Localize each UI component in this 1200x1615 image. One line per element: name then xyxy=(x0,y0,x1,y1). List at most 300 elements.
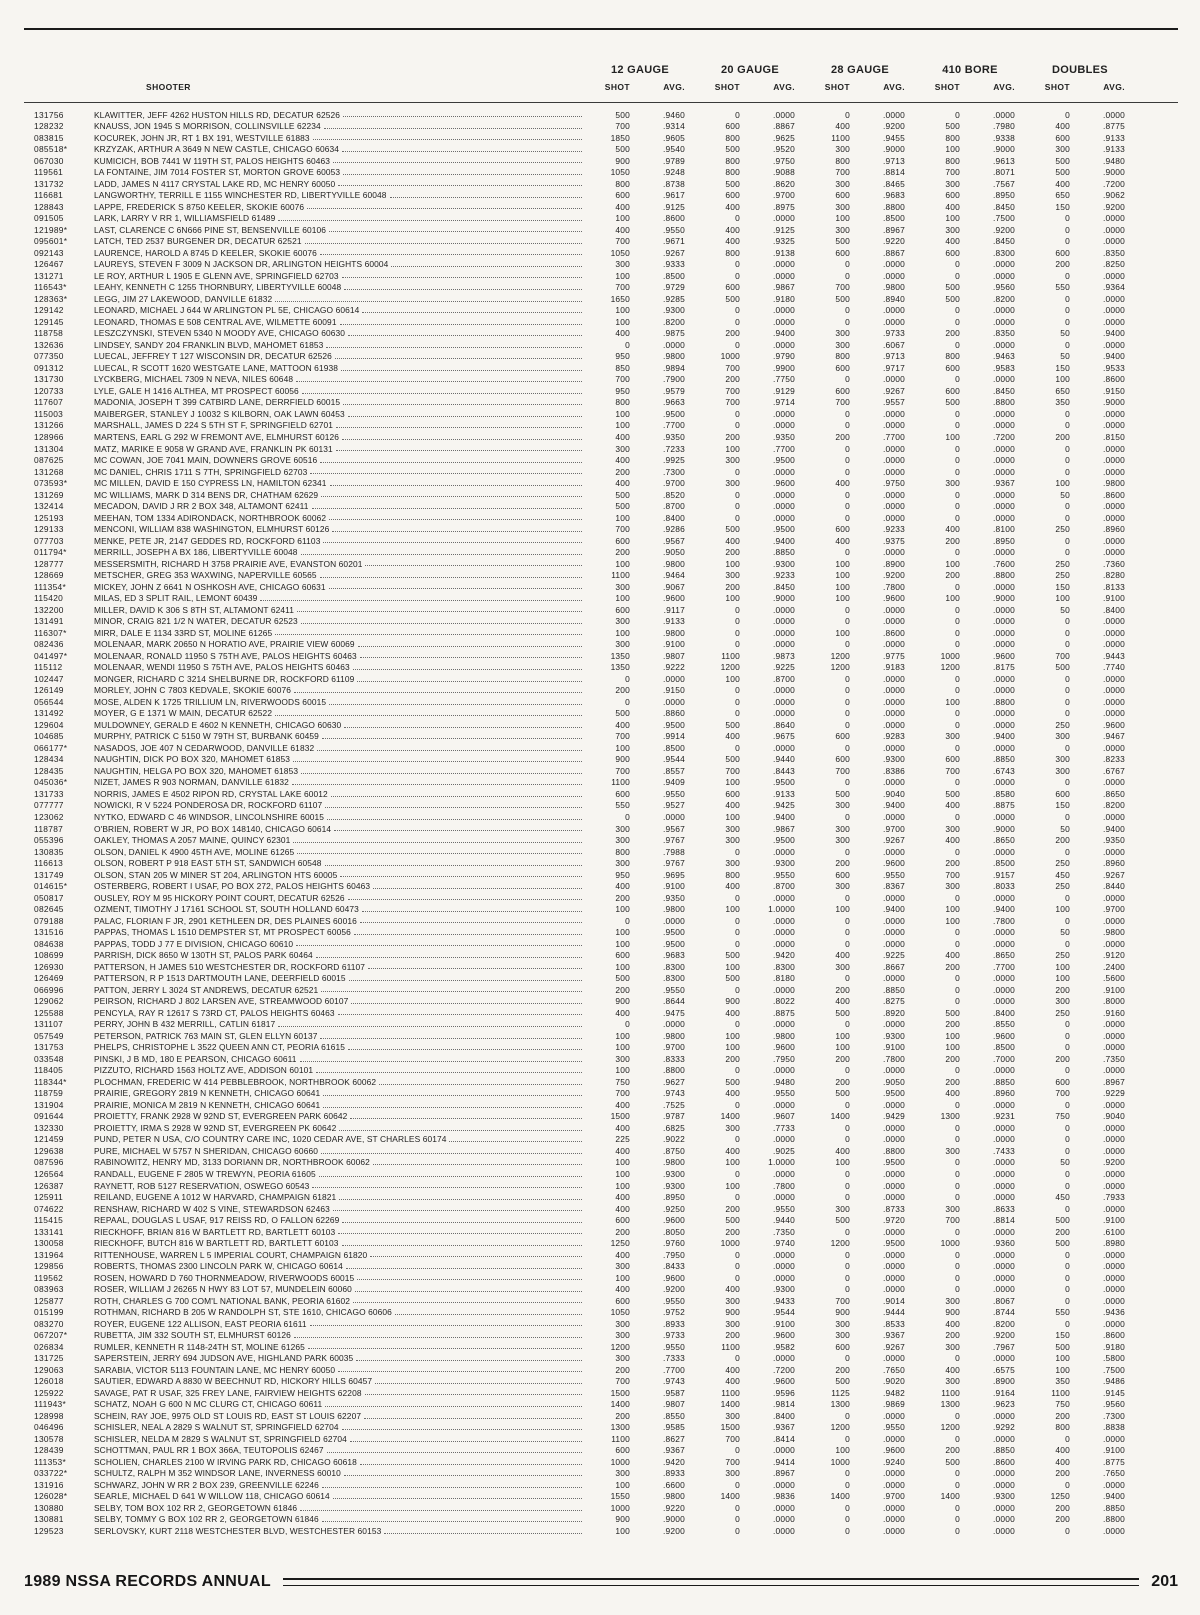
cell-doubles-avg: .6100 xyxy=(1103,1226,1125,1237)
cell-410-avg: .0000 xyxy=(993,316,1015,327)
cell-28ga-shot: 0 xyxy=(845,1134,850,1145)
cell-20ga-shot: 600 xyxy=(725,788,740,799)
shooter-name-text: PARRISH, DICK 8650 W 130TH ST, PALOS PARK 60464 xyxy=(94,951,313,960)
cell-12ga-shot: 900 xyxy=(615,1514,630,1525)
table-row xyxy=(24,1330,1135,1342)
cell-410-shot: 500 xyxy=(945,121,960,132)
cell-12ga-avg: .9500 xyxy=(663,927,685,938)
cell-12ga-avg: .8738 xyxy=(663,178,685,189)
shooter-name-text: NORRIS, JAMES E 4502 RIPON RD, CRYSTAL LAKE 60012 xyxy=(94,789,328,799)
cell-410-shot: 200 xyxy=(945,1445,960,1456)
cell-doubles-shot: 550 xyxy=(1055,1307,1070,1318)
table-row xyxy=(24,547,1135,559)
dot-leader xyxy=(339,1199,582,1200)
cell-410-shot: 600 xyxy=(945,190,960,201)
cell-12ga-shot: 300 xyxy=(615,1330,630,1341)
shooter-name-text: KRZYZAK, ARTHUR A 3649 N NEW CASTLE, CHICAGO 60634 xyxy=(94,145,340,154)
shooter-id: 131730 xyxy=(34,374,64,385)
cell-410-shot: 100 xyxy=(945,915,960,926)
dot-leader xyxy=(316,957,582,958)
cell-410-avg: .6575 xyxy=(993,1364,1015,1375)
cell-410-shot: 400 xyxy=(945,524,960,535)
dot-leader xyxy=(348,1049,582,1050)
shooter-name xyxy=(92,295,585,303)
cell-doubles-shot: 300 xyxy=(1055,765,1070,776)
cell-12ga-avg: .9050 xyxy=(663,547,685,558)
cell-12ga-avg: .9800 xyxy=(663,558,685,569)
cell-doubles-shot: 0 xyxy=(1065,293,1070,304)
cell-doubles-shot: 0 xyxy=(1065,305,1070,316)
cell-410-avg: .0000 xyxy=(993,846,1015,857)
shooter-name xyxy=(92,882,585,890)
cell-20ga-shot: 100 xyxy=(725,961,740,972)
cell-doubles-shot: 0 xyxy=(1065,1203,1070,1214)
dot-leader xyxy=(338,185,582,186)
shooter-id: 111943* xyxy=(34,1399,67,1410)
cell-doubles-avg: .9150 xyxy=(1103,385,1125,396)
shooter-name xyxy=(92,997,585,1005)
dot-leader xyxy=(294,692,582,693)
cell-20ga-avg: .8640 xyxy=(773,719,795,730)
cell-20ga-shot: 0 xyxy=(735,1249,740,1260)
cell-410-avg: .6743 xyxy=(993,765,1015,776)
shooter-id: 118758 xyxy=(34,328,64,339)
cell-20ga-avg: .8700 xyxy=(773,881,795,892)
shooter-name-text: LATCH, TED 2537 BURGENER DR, DECATUR 62521 xyxy=(94,237,302,246)
shooter-name-text: MOYER, G E 1371 W MAIN, DECATUR 62522 xyxy=(94,709,273,718)
cell-doubles-shot: 300 xyxy=(1055,144,1070,155)
cell-20ga-avg: .9740 xyxy=(773,1238,795,1249)
cell-20ga-shot: 1000 xyxy=(720,1238,740,1249)
cell-28ga-shot: 100 xyxy=(835,1445,850,1456)
cell-20ga-shot: 800 xyxy=(725,167,740,178)
cell-410-avg: .0000 xyxy=(993,1099,1015,1110)
shooter-name-text: MOLENAAR, RONALD 11950 S 75TH AVE, PALOS HEIGHTS 60463 xyxy=(94,651,357,661)
shooter-name xyxy=(92,1020,585,1028)
cell-410-avg: .0000 xyxy=(993,996,1015,1007)
table-row xyxy=(24,512,1135,524)
cell-doubles-shot: 0 xyxy=(1065,696,1070,707)
cell-28ga-shot: 600 xyxy=(835,869,850,880)
cell-28ga-shot: 900 xyxy=(835,1307,850,1318)
cell-28ga-avg: .8800 xyxy=(883,1145,905,1156)
cell-410-avg: .9200 xyxy=(993,1330,1015,1341)
cell-410-avg: .0000 xyxy=(993,1249,1015,1260)
shooter-id: 129856 xyxy=(34,1261,64,1272)
dot-leader xyxy=(292,784,582,785)
shooter-id: 129142 xyxy=(34,305,64,316)
shooter-id: 131492 xyxy=(34,708,64,719)
cell-410-avg: .9000 xyxy=(993,823,1015,834)
cell-12ga-avg: .9333 xyxy=(663,259,685,270)
table-row xyxy=(24,846,1135,858)
dot-leader xyxy=(316,1072,582,1073)
cell-28ga-shot: 0 xyxy=(845,1525,850,1536)
cell-28ga-avg: .9367 xyxy=(883,1330,905,1341)
cell-410-avg: .8200 xyxy=(993,293,1015,304)
cell-12ga-shot: 400 xyxy=(615,1249,630,1260)
cell-410-shot: 1100 xyxy=(941,1387,960,1398)
cell-28ga-shot: 0 xyxy=(845,1468,850,1479)
cell-12ga-shot: 0 xyxy=(625,812,630,822)
cell-410-avg: .8960 xyxy=(993,1088,1015,1099)
cell-20ga-avg: .8443 xyxy=(773,765,795,776)
shooter-name xyxy=(92,352,585,360)
shooter-name xyxy=(92,237,585,245)
dot-leader xyxy=(260,600,582,601)
shooter-name-text: NYTKO, EDWARD C 46 WINDSOR, LINCOLNSHIRE 60015 xyxy=(94,813,325,822)
cell-doubles-shot: 200 xyxy=(1055,1053,1070,1064)
cell-12ga-shot: 1500 xyxy=(610,1111,630,1122)
shooter-id: 129638 xyxy=(34,1145,64,1156)
cell-28ga-shot: 0 xyxy=(845,1122,850,1133)
shooter-name xyxy=(92,1435,585,1443)
shooter-id: 131749 xyxy=(34,869,64,880)
cell-28ga-avg: .9600 xyxy=(883,593,905,604)
table-row xyxy=(24,236,1135,248)
dot-leader xyxy=(338,1233,582,1234)
cell-12ga-shot: 1650 xyxy=(610,293,630,304)
cell-doubles-shot: 500 xyxy=(1055,662,1070,673)
table-row xyxy=(24,731,1135,743)
cell-12ga-avg: .0000 xyxy=(663,812,685,822)
dot-leader xyxy=(323,1107,582,1108)
cell-20ga-shot: 100 xyxy=(725,558,740,569)
shooter-name-text: RUMLER, KENNETH R 1148-24TH ST, MOLINE 61265 xyxy=(94,1342,305,1352)
cell-20ga-shot: 800 xyxy=(725,247,740,258)
cell-28ga-avg: .0000 xyxy=(883,1226,905,1237)
cell-doubles-shot: 0 xyxy=(1065,1318,1070,1329)
cell-doubles-shot: 450 xyxy=(1055,869,1070,880)
cell-410-shot: 400 xyxy=(945,201,960,212)
cell-12ga-avg: .9125 xyxy=(663,201,685,212)
shooter-id: 128439 xyxy=(34,1445,64,1456)
cell-410-avg: .7980 xyxy=(993,121,1015,132)
cell-410-shot: 0 xyxy=(955,1514,960,1525)
cell-12ga-shot: 1850 xyxy=(610,132,630,143)
shooter-id: 119561 xyxy=(34,167,64,178)
shooter-name-text: LEGG, JIM 27 LAKEWOOD, DANVILLE 61832 xyxy=(94,294,273,304)
cell-410-avg: .7200 xyxy=(993,431,1015,442)
shooter-name xyxy=(92,1458,585,1466)
subheader-28ga-shot: SHOT xyxy=(824,82,850,92)
shooter-name-text: REILAND, EUGENE A 1012 W HARVARD, CHAMPAIGN 61821 xyxy=(94,1193,337,1202)
shooter-name-text: MORLEY, JOHN C 7803 KEDVALE, SKOKIE 60076 xyxy=(94,686,291,695)
cell-28ga-shot: 0 xyxy=(845,708,850,719)
cell-20ga-shot: 0 xyxy=(735,1272,740,1283)
cell-doubles-avg: .9400 xyxy=(1103,328,1125,339)
cell-12ga-shot: 700 xyxy=(615,236,630,247)
shooter-name xyxy=(92,790,585,798)
cell-410-shot: 1200 xyxy=(940,1422,960,1433)
cell-20ga-avg: .0000 xyxy=(773,489,795,500)
shooter-name xyxy=(92,111,585,119)
cell-doubles-avg: .9100 xyxy=(1103,1445,1125,1456)
cell-28ga-shot: 700 xyxy=(835,282,850,293)
cell-28ga-avg: .9225 xyxy=(883,950,905,961)
dot-leader xyxy=(384,1533,582,1534)
table-row xyxy=(24,558,1135,570)
cell-12ga-avg: .9475 xyxy=(663,1007,685,1018)
cell-20ga-avg: .7700 xyxy=(773,443,795,454)
cell-doubles-avg: .0000 xyxy=(1103,316,1125,327)
cell-20ga-shot: 0 xyxy=(735,892,740,903)
cell-12ga-avg: .8933 xyxy=(663,1468,685,1479)
cell-410-shot: 200 xyxy=(945,858,960,869)
cell-doubles-avg: .0000 xyxy=(1103,812,1125,822)
cell-12ga-avg: .9627 xyxy=(663,1076,685,1087)
cell-doubles-avg: .8600 xyxy=(1103,489,1125,500)
cell-12ga-shot: 200 xyxy=(615,547,630,558)
cell-20ga-avg: .0000 xyxy=(773,1445,795,1456)
dot-leader xyxy=(323,1095,582,1096)
subheader-doubles-shot: SHOT xyxy=(1044,82,1070,92)
page-number: 201 xyxy=(1151,1573,1178,1590)
cell-20ga-avg: .8300 xyxy=(773,961,795,972)
cell-12ga-shot: 800 xyxy=(615,178,630,189)
cell-doubles-avg: .0000 xyxy=(1103,224,1125,235)
shooter-id: 130880 xyxy=(34,1502,64,1513)
cell-20ga-avg: .9420 xyxy=(773,950,795,961)
shooter-name xyxy=(92,1078,585,1086)
cell-doubles-shot: 0 xyxy=(1065,1272,1070,1283)
cell-12ga-avg: .7988 xyxy=(663,846,685,857)
cell-410-shot: 100 xyxy=(945,1042,960,1053)
cell-410-shot: 800 xyxy=(945,155,960,166)
cell-doubles-avg: .5600 xyxy=(1103,973,1125,984)
cell-doubles-avg: .9000 xyxy=(1103,167,1125,178)
shooter-name-text: LUECAL, JEFFREY T 127 WISCONSIN DR, DECATUR 62526 xyxy=(94,352,332,361)
cell-28ga-shot: 700 xyxy=(835,397,850,408)
cell-12ga-shot: 100 xyxy=(615,1030,630,1041)
shooter-name-text: PUND, PETER N USA, C/O COUNTRY CARE INC, 1020 CEDAR AVE, ST CHARLES 60174 xyxy=(94,1135,447,1144)
group-header-410-bore: 410 BORE xyxy=(942,64,998,76)
cell-28ga-avg: .9183 xyxy=(883,662,905,673)
dot-leader xyxy=(350,1441,582,1442)
shooter-name-text: MARSHALL, JAMES D 224 S 5TH ST F, SPRINGFIELD 62701 xyxy=(94,421,334,430)
dot-leader xyxy=(308,1348,582,1349)
shooter-name xyxy=(92,157,585,165)
cell-12ga-shot: 850 xyxy=(615,362,630,373)
cell-410-shot: 0 xyxy=(955,305,960,316)
cell-doubles-avg: .0000 xyxy=(1103,742,1125,753)
cell-28ga-avg: .9775 xyxy=(883,650,905,661)
cell-28ga-shot: 300 xyxy=(835,835,850,846)
table-row xyxy=(24,673,1135,685)
cell-410-avg: .8800 xyxy=(993,397,1015,408)
cell-12ga-avg: .6600 xyxy=(663,1479,685,1490)
shooter-id: 033548 xyxy=(34,1053,64,1064)
cell-410-avg: .8875 xyxy=(993,800,1015,811)
shooter-name xyxy=(92,548,585,556)
cell-12ga-avg: .8433 xyxy=(663,1261,685,1272)
shooter-id: 079188 xyxy=(34,915,64,926)
cell-doubles-shot: 200 xyxy=(1055,259,1070,270)
cell-doubles-avg: .0000 xyxy=(1103,892,1125,903)
cell-doubles-shot: 250 xyxy=(1055,858,1070,869)
cell-12ga-shot: 100 xyxy=(615,938,630,949)
cell-12ga-avg: .9767 xyxy=(663,858,685,869)
cell-20ga-shot: 800 xyxy=(725,869,740,880)
cell-doubles-shot: 0 xyxy=(1065,846,1070,857)
shooter-name-text: KLAWITTER, JEFF 4262 HUSTON HILLS RD, DECATUR 62526 xyxy=(94,110,341,119)
cell-28ga-avg: .8850 xyxy=(883,984,905,995)
shooter-name-text: MULDOWNEY, GERALD E 4602 N KENNETH, CHICAGO 60630 xyxy=(94,720,342,730)
table-row xyxy=(24,466,1135,478)
cell-28ga-shot: 0 xyxy=(845,1226,850,1237)
shooter-name xyxy=(92,122,585,130)
cell-doubles-shot: 400 xyxy=(1055,1445,1070,1456)
shooter-name xyxy=(92,709,585,717)
table-row xyxy=(24,385,1135,397)
shooter-name xyxy=(92,398,585,406)
shooter-name-text: SCHOTTMAN, PAUL RR 1 BOX 366A, TEUTOPOLIS 62467 xyxy=(94,1446,324,1455)
cell-doubles-shot: 150 xyxy=(1055,362,1070,373)
cell-doubles-avg: .0000 xyxy=(1103,1295,1125,1306)
cell-410-shot: 500 xyxy=(945,293,960,304)
shooter-name xyxy=(92,859,585,867)
cell-20ga-shot: 1100 xyxy=(721,1387,740,1398)
cell-12ga-avg: .8550 xyxy=(663,1410,685,1421)
cell-12ga-avg: .9800 xyxy=(663,1157,685,1168)
table-row xyxy=(24,535,1135,547)
cell-12ga-shot: 700 xyxy=(615,765,630,776)
cell-20ga-avg: .7750 xyxy=(773,374,795,385)
cell-12ga-shot: 100 xyxy=(615,904,630,915)
dot-leader xyxy=(346,1268,582,1269)
shooter-name-text: SCHISLER, NEAL A 2829 S WALNUT ST, SPRINGFIELD 62704 xyxy=(94,1423,339,1432)
cell-28ga-avg: .9220 xyxy=(883,236,905,247)
cell-doubles-avg: .0000 xyxy=(1103,535,1125,546)
cell-28ga-avg: .0000 xyxy=(883,1122,905,1133)
cell-doubles-avg: .9100 xyxy=(1103,593,1125,604)
cell-12ga-avg: .9350 xyxy=(663,431,685,442)
cell-410-avg: .9200 xyxy=(993,224,1015,235)
cell-12ga-shot: 1000 xyxy=(610,1456,630,1467)
shooter-name xyxy=(92,848,585,856)
dot-leader xyxy=(342,1429,582,1430)
cell-12ga-avg: .7700 xyxy=(663,420,685,431)
cell-28ga-avg: .9683 xyxy=(883,190,905,201)
top-rule xyxy=(24,28,1178,30)
cell-28ga-avg: .9700 xyxy=(883,1491,905,1502)
shooter-name xyxy=(92,663,585,671)
shooter-id: 130578 xyxy=(34,1433,64,1444)
cell-12ga-shot: 100 xyxy=(615,961,630,972)
shooter-name xyxy=(92,940,585,948)
cell-20ga-shot: 700 xyxy=(725,1456,740,1467)
cell-28ga-avg: .0000 xyxy=(883,443,905,454)
cell-28ga-shot: 100 xyxy=(835,593,850,604)
cell-doubles-avg: .9267 xyxy=(1103,869,1125,880)
cell-12ga-avg: .9787 xyxy=(663,1111,685,1122)
cell-28ga-shot: 0 xyxy=(845,1514,850,1525)
cell-doubles-avg: .8980 xyxy=(1103,1238,1125,1249)
cell-28ga-shot: 300 xyxy=(835,224,850,235)
cell-12ga-shot: 500 xyxy=(615,973,630,984)
cell-410-shot: 800 xyxy=(945,351,960,362)
cell-12ga-avg: .9117 xyxy=(663,604,685,615)
table-row xyxy=(24,650,1135,662)
cell-28ga-shot: 200 xyxy=(835,1053,850,1064)
cell-12ga-shot: 1500 xyxy=(610,1387,630,1398)
cell-12ga-avg: .9752 xyxy=(663,1307,685,1318)
shooter-id: 130881 xyxy=(34,1514,64,1525)
cell-20ga-shot: 0 xyxy=(735,742,740,753)
table-row xyxy=(24,1215,1135,1227)
cell-doubles-avg: .9145 xyxy=(1103,1387,1125,1398)
cell-doubles-shot: 0 xyxy=(1065,1122,1070,1133)
cell-12ga-shot: 100 xyxy=(615,1168,630,1179)
cell-410-avg: .8550 xyxy=(993,1019,1015,1030)
cell-410-shot: 0 xyxy=(955,892,960,903)
cell-20ga-shot: 900 xyxy=(725,996,740,1007)
dot-leader xyxy=(375,1383,582,1384)
cell-doubles-avg: .9800 xyxy=(1103,927,1125,938)
shooter-name-text: MONGER, RICHARD C 3214 SHELBURNE DR, ROCKFORD 61109 xyxy=(94,674,355,684)
table-row xyxy=(24,1341,1135,1353)
table-row xyxy=(24,1099,1135,1111)
shooter-name xyxy=(92,1366,585,1374)
cell-28ga-shot: 0 xyxy=(845,270,850,281)
cell-28ga-shot: 0 xyxy=(845,685,850,696)
cell-doubles-shot: 450 xyxy=(1055,1192,1070,1203)
cell-doubles-avg: .9100 xyxy=(1103,1215,1125,1226)
cell-12ga-avg: .7300 xyxy=(663,466,685,477)
table-row xyxy=(24,639,1135,651)
cell-28ga-avg: .0000 xyxy=(883,1099,905,1110)
shooter-name xyxy=(92,491,585,499)
cell-doubles-shot: 250 xyxy=(1055,524,1070,535)
shooter-name xyxy=(92,825,585,833)
shooter-id: 128232 xyxy=(34,121,64,132)
cell-410-avg: .0000 xyxy=(993,1502,1015,1513)
cell-20ga-avg: .9675 xyxy=(773,731,795,742)
group-header-20-gauge: 20 GAUGE xyxy=(720,64,780,76)
cell-20ga-avg: .9480 xyxy=(773,1076,795,1087)
cell-12ga-shot: 800 xyxy=(615,397,630,408)
table-row xyxy=(24,374,1135,386)
dot-leader xyxy=(275,634,582,635)
cell-28ga-avg: .0000 xyxy=(883,892,905,903)
dot-leader xyxy=(319,1176,582,1177)
cell-28ga-avg: .9200 xyxy=(883,570,905,581)
shooter-name-text: SCHULTZ, RALPH M 352 WINDSOR LANE, INVERNESS 60010 xyxy=(94,1469,341,1478)
cell-20ga-shot: 100 xyxy=(725,777,740,788)
cell-28ga-avg: .0000 xyxy=(883,1065,905,1076)
cell-20ga-avg: .9425 xyxy=(773,800,795,811)
cell-28ga-avg: .9717 xyxy=(883,362,905,373)
shooter-id: 117607 xyxy=(34,397,64,408)
shooter-id: 118405 xyxy=(34,1065,64,1076)
cell-28ga-shot: 300 xyxy=(835,1330,850,1341)
cell-doubles-shot: 150 xyxy=(1055,1330,1070,1341)
cell-28ga-shot: 0 xyxy=(845,673,850,684)
cell-28ga-shot: 1100 xyxy=(831,132,850,143)
table-body xyxy=(24,109,1135,1537)
cell-28ga-avg: .0000 xyxy=(883,305,905,316)
cell-20ga-shot: 0 xyxy=(735,1134,740,1145)
cell-20ga-shot: 0 xyxy=(735,466,740,477)
table-row xyxy=(24,685,1135,697)
cell-12ga-shot: 100 xyxy=(615,213,630,224)
dot-leader xyxy=(333,162,582,163)
cell-doubles-avg: .9467 xyxy=(1103,731,1125,742)
cell-28ga-avg: .0000 xyxy=(883,1410,905,1421)
cell-20ga-avg: .9700 xyxy=(773,190,795,201)
cell-28ga-avg: .8800 xyxy=(883,201,905,212)
cell-20ga-shot: 200 xyxy=(725,1053,740,1064)
